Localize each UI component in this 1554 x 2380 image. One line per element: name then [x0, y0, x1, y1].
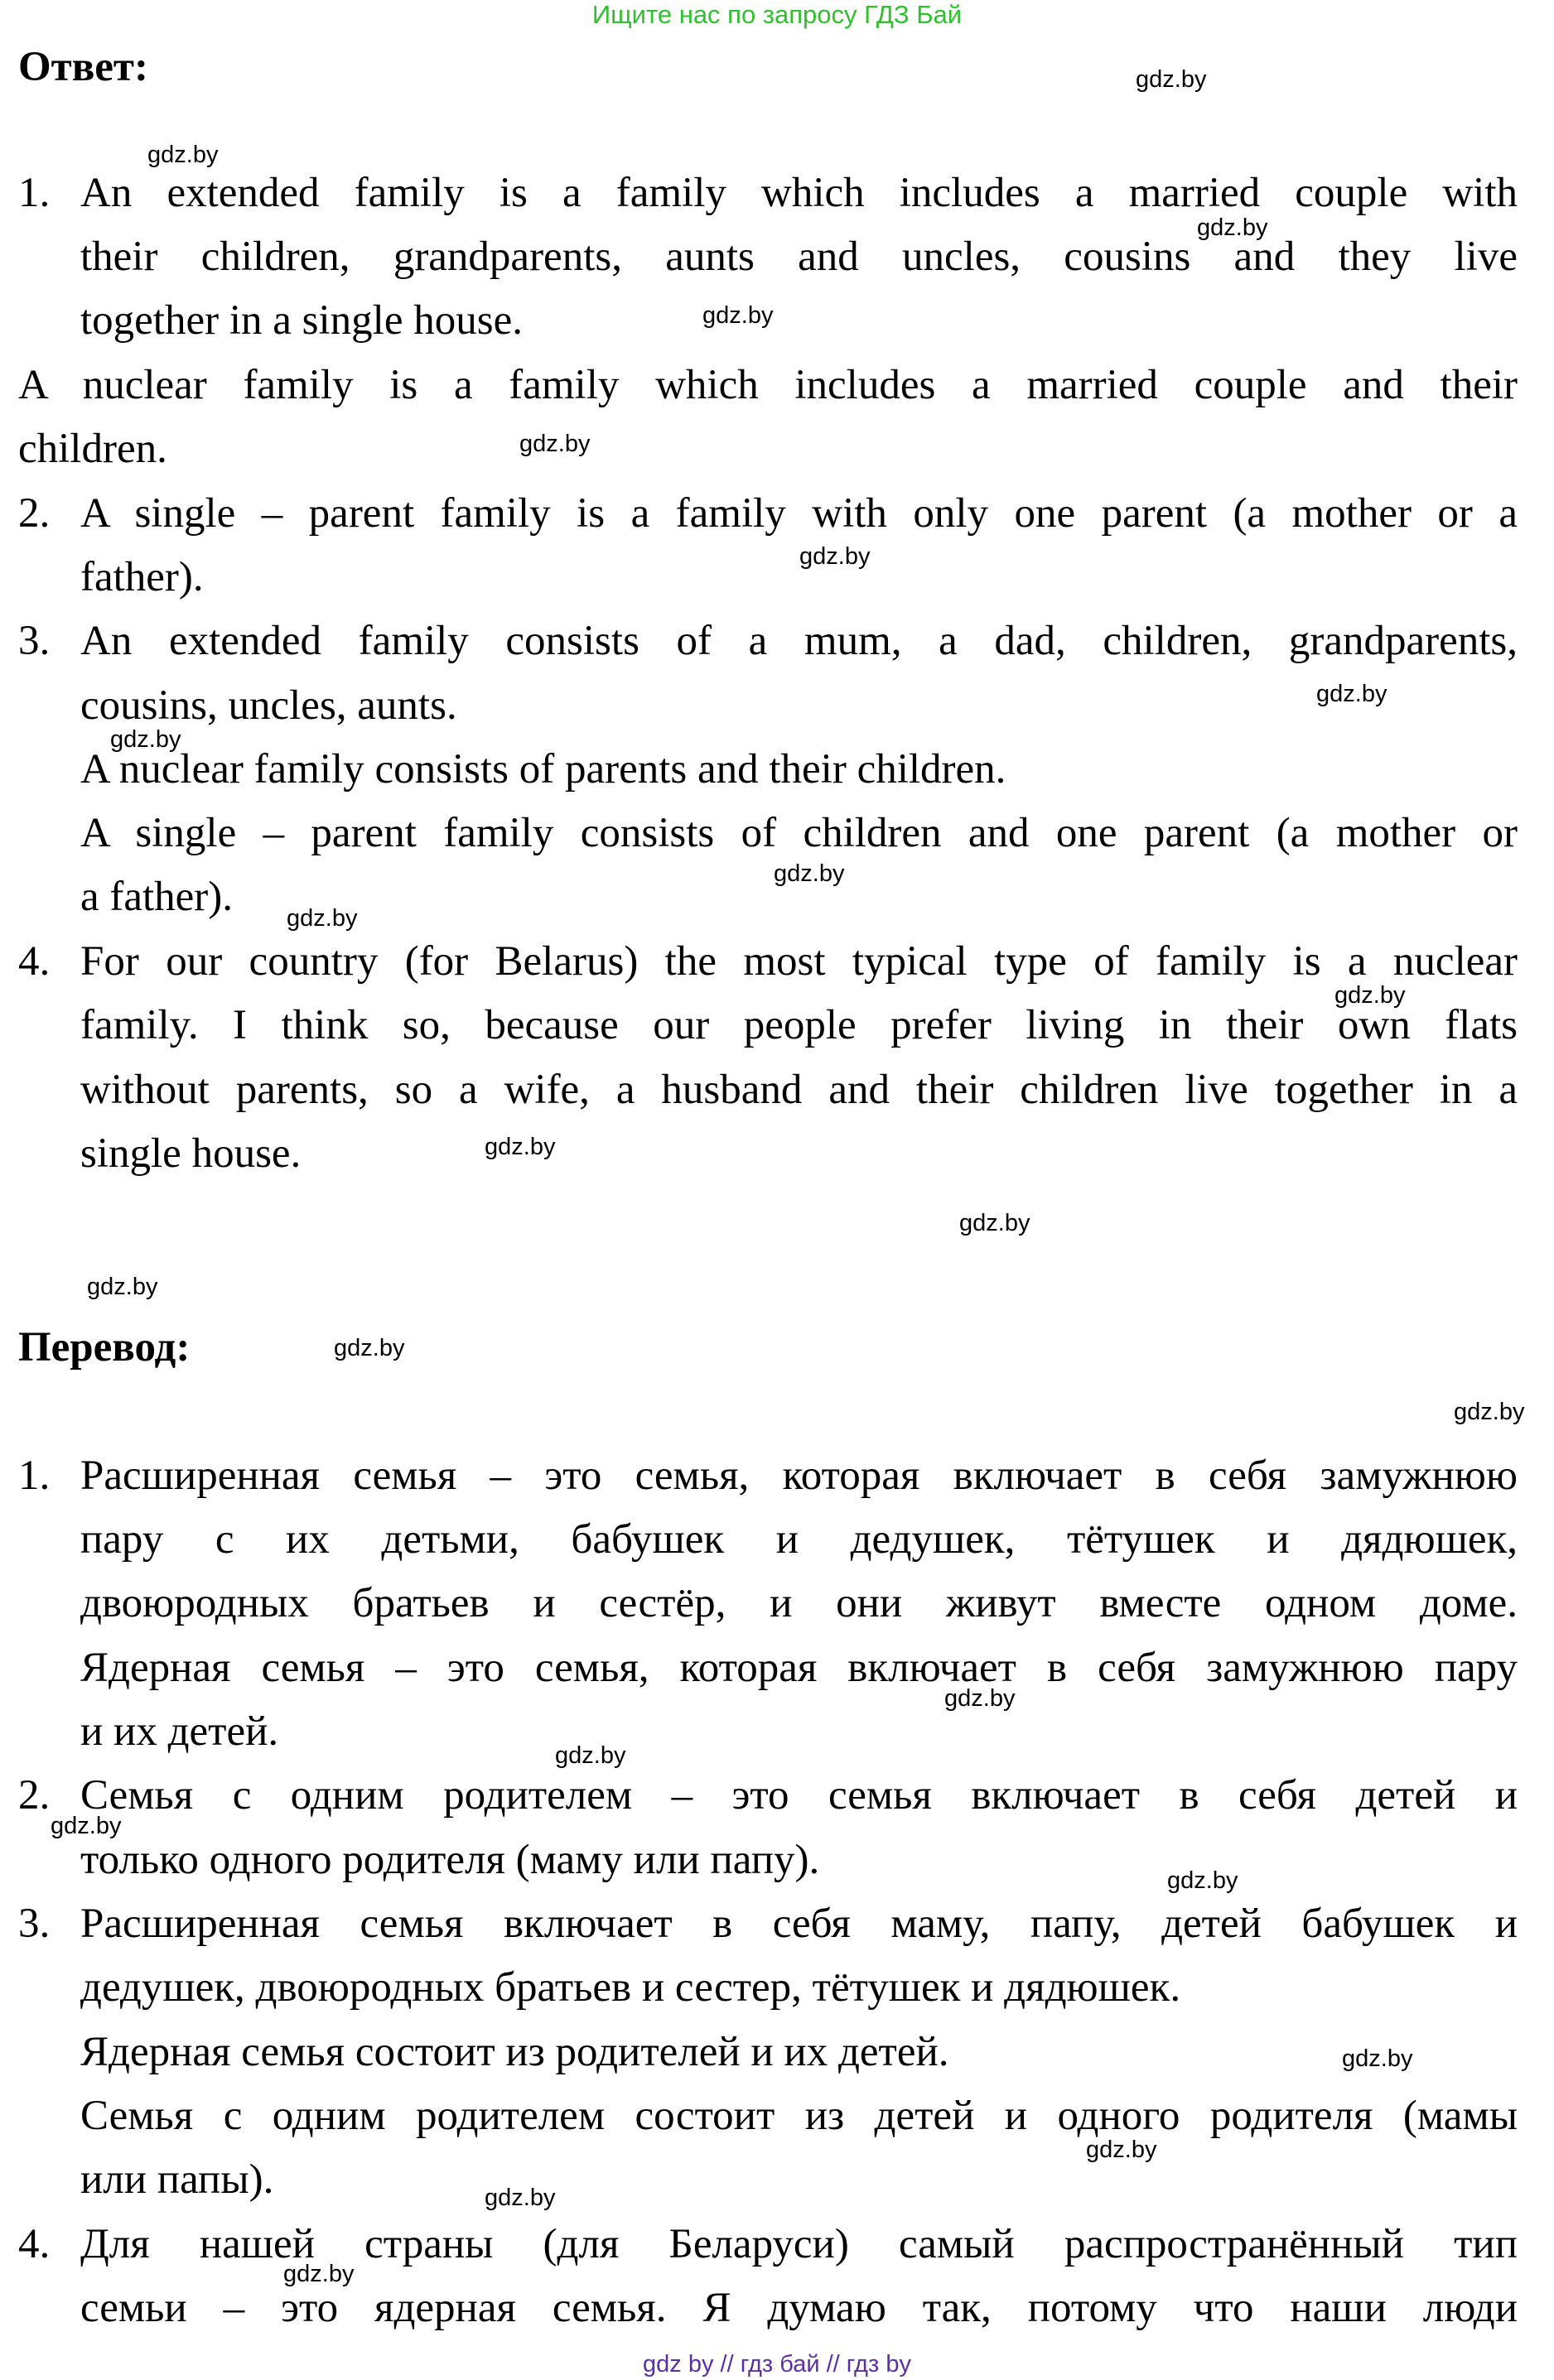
answer-item-3-number: 3. [18, 618, 51, 664]
translation-item-4-line-1: Для нашей страны (для Беларуси) самый распространённый тип [80, 2221, 1518, 2267]
translation-item-3-line-2: дедушек, двоюродных братьев и сестер, тётушек и дядюшек. [80, 1964, 1181, 2011]
watermark: gdz.by [1197, 214, 1268, 241]
watermark: gdz.by [774, 860, 845, 887]
watermark: gdz.by [51, 1813, 122, 1839]
translation-heading: Перевод: [18, 1324, 191, 1371]
watermark: gdz.by [1136, 66, 1207, 93]
answer-item-2-line-2: father). [80, 554, 204, 600]
answer-item-3-line-2: cousins, uncles, aunts. [80, 682, 457, 729]
translation-item-2-number: 2. [18, 1772, 51, 1819]
answer-heading: Ответ: [18, 44, 148, 90]
watermark: gdz.by [555, 1742, 626, 1769]
translation-item-1-number: 1. [18, 1453, 51, 1499]
answer-item-4-number: 4. [18, 938, 51, 985]
watermark: gdz.by [1342, 2045, 1413, 2072]
watermark: gdz.by [1334, 982, 1406, 1009]
answer-item-3-line-4: A single – parent family consists of children and one parent (a mother or [80, 810, 1518, 856]
watermark: gdz.by [1086, 2137, 1157, 2163]
translation-item-3-line-3: Ядерная семья состоит из родителей и их детей. [80, 2029, 949, 2075]
translation-item-3-line-4: Семья с одним родителем состоит из детей и одного родителя (мамы [80, 2093, 1518, 2139]
translation-item-3-line-1: Расширенная семья включает в себя маму, папу, детей бабушек и [80, 1901, 1518, 1947]
watermark: gdz.by [87, 1274, 158, 1300]
watermark: gdz.by [702, 302, 774, 329]
answer-item-1-line-1: An extended family is a family which includes a married couple with [80, 170, 1518, 216]
answer-item-4-line-3: without parents, so a wife, a husband and their children live together in a [80, 1067, 1518, 1113]
watermark: gdz.by [1316, 681, 1388, 707]
watermark: gdz.by [799, 543, 871, 570]
answer-item-2-number: 2. [18, 490, 51, 537]
translation-item-1-line-4: Ядерная семья – это семья, которая включает в себя замужнюю пару [80, 1645, 1518, 1691]
answer-item-1-extra-line-1: A nuclear family is a family which includes a married couple and their [18, 362, 1518, 408]
translation-item-1-line-2: пару с их детьми, бабушек и дедушек, тётушек и дядюшек, [80, 1516, 1518, 1563]
answer-item-1-extra-line-2: children. [18, 426, 167, 472]
translation-item-3-line-5: или папы). [80, 2156, 274, 2203]
watermark: gdz.by [147, 142, 219, 168]
watermark: gdz.by [1454, 1399, 1525, 1425]
translation-item-1-line-1: Расширенная семья – это семья, которая включает в себя замужнюю [80, 1453, 1518, 1499]
translation-item-3-number: 3. [18, 1901, 51, 1947]
watermark: gdz.by [110, 726, 181, 753]
answer-item-1-line-2: their children, grandparents, aunts and uncles, cousins and they live [80, 234, 1518, 280]
translation-item-4-line-2: семьи – это ядерная семья. Я думаю так, потому что наши люди [80, 2285, 1518, 2331]
watermark: gdz.by [485, 1134, 556, 1160]
answer-item-4-line-1: For our country (for Belarus) the most typical type of family is a nuclear [80, 938, 1518, 985]
translation-item-2-line-1: Семья с одним родителем – это семья включает в себя детей и [80, 1772, 1518, 1819]
watermark: gdz.by [485, 2185, 556, 2211]
watermark: gdz.by [519, 431, 591, 457]
answer-item-3-line-3: A nuclear family consists of parents and their children. [80, 746, 1006, 793]
answer-item-3-line-5: a father). [80, 874, 234, 920]
translation-item-1-line-5: и их детей. [80, 1708, 279, 1755]
translation-item-4-number: 4. [18, 2221, 51, 2267]
answer-item-3-line-1: An extended family consists of a mum, a dad, children, grandparents, [80, 618, 1518, 664]
answer-item-2-line-1: A single – parent family is a family with only one parent (a mother or a [80, 490, 1518, 537]
top-banner: Ищите нас по запросу ГДЗ Бай [591, 0, 963, 29]
watermark: gdz.by [959, 1210, 1030, 1236]
answer-item-4-line-2: family. I think so, because our people prefer living in their own flats [80, 1002, 1518, 1048]
watermark: gdz.by [287, 905, 358, 932]
watermark: gdz.by [944, 1685, 1016, 1712]
answer-item-1-number: 1. [18, 170, 51, 216]
answer-item-4-line-4: single house. [80, 1130, 302, 1177]
watermark: gdz.by [283, 2261, 355, 2287]
watermark: gdz.by [1167, 1867, 1238, 1894]
watermark: gdz.by [334, 1335, 405, 1361]
footer: gdz by // гдз бай // гдз by [643, 2351, 911, 2378]
answer-item-1-line-3: together in a single house. [80, 297, 523, 344]
translation-item-2-line-2: только одного родителя (маму или папу). [80, 1837, 820, 1883]
translation-item-1-line-3: двоюродных братьев и сестёр, и они живут вместе одном доме. [80, 1580, 1518, 1626]
